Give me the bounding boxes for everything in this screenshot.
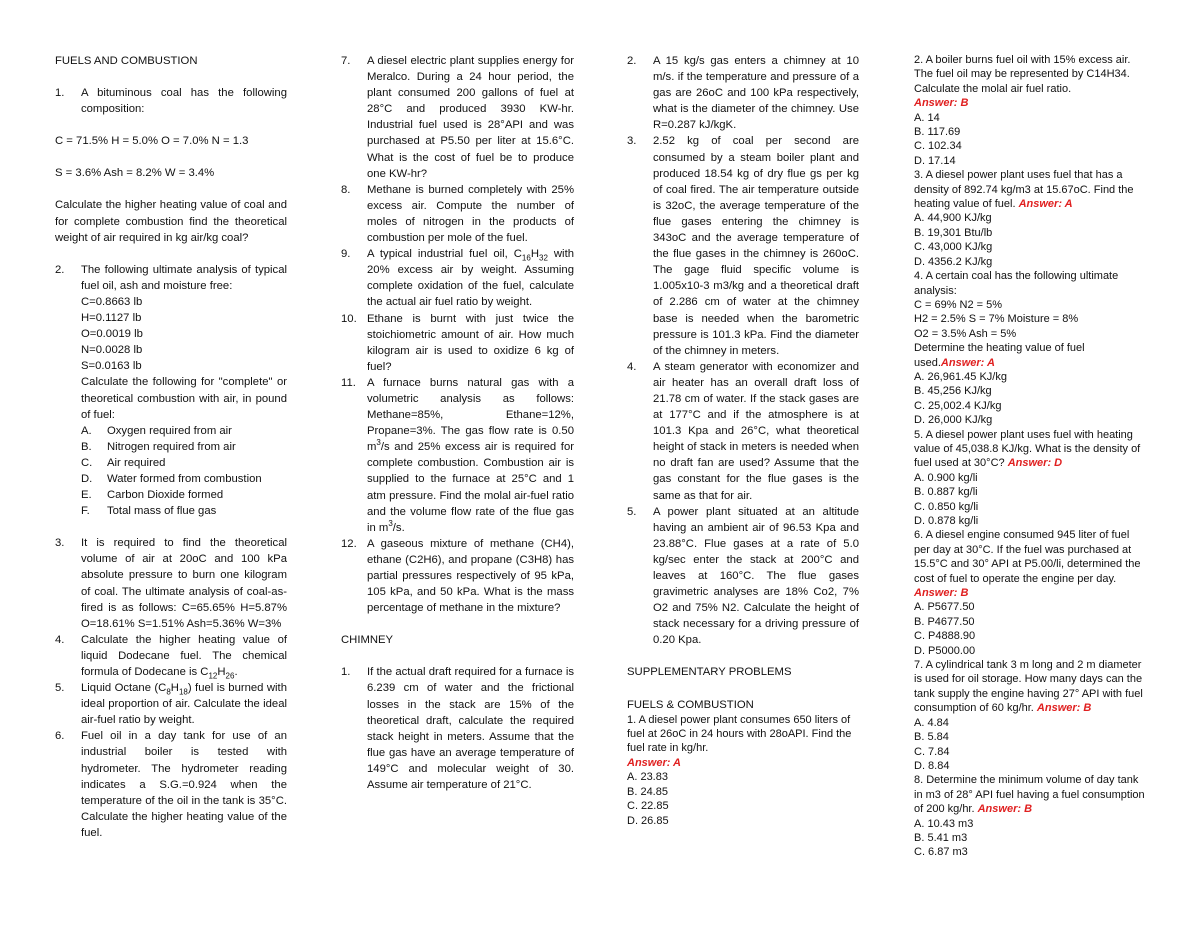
sub-item <box>81 439 287 455</box>
problem-text: 7. A cylindrical tank 3 m long and 2 m diameter is used for oil storage. How many days can the tank supply the engine having 27° API with fuel consumption of 60 kg/hr. <box>914 659 1143 715</box>
problem-4 <box>55 632 287 680</box>
problem-1 <box>55 85 287 117</box>
problem-number: 1. <box>55 87 65 100</box>
problem-text: Fuel oil in a day tank for use of an industrial boiler is tested with hydrometer. The hydrometer reading indicates a S.G.=0.924 when the temperature of the oil in the tank is 35°C. Calculate the higher heating value of the fuel. <box>81 730 287 839</box>
supplementary-problem-5 <box>914 428 1146 529</box>
sub-letter: B. <box>81 440 92 453</box>
answer-label: Answer: B <box>914 97 969 110</box>
supplementary-problem-2 <box>914 53 1146 168</box>
sub-text: Total mass of flue gas <box>107 505 217 518</box>
sub-text: Water formed from combustion <box>107 472 262 485</box>
supplementary-problem-7 <box>914 658 1146 773</box>
problem-6 <box>55 728 287 841</box>
problem-text: It is required to find the theoretical volume of air at 20oC and 100 kPa absolute pressure to burn one kilogram of coal. The ultimate analysis of coal-as-fired is as follows: C=65.65% H=5.87% O=18.61% S=1.51% Ash=5.36% W=3% <box>81 537 287 630</box>
problem-9 <box>341 246 574 310</box>
problem-8 <box>341 182 574 246</box>
problem-number: 12. <box>341 537 357 550</box>
choice: D. P5000.00 <box>914 644 976 657</box>
problem-3 <box>55 535 287 632</box>
problem-number: 11. <box>341 376 356 389</box>
problem-number: 10. <box>341 312 357 325</box>
sub-item <box>81 471 287 487</box>
choice: C. 43,000 KJ/kg <box>914 241 993 254</box>
choice: C. 25,002.4 KJ/kg <box>914 399 1002 412</box>
list-item: H=0.1127 lb <box>81 312 142 325</box>
problem-text: Liquid Octane $(C_8H_{18})$ fuel is burned with ideal proportion of air. Calculate the ideal air-fuel ratio by weight. <box>81 682 287 727</box>
choice: A. 10.43 m3 <box>914 817 974 830</box>
problem-text: Calculate the higher heating value of liquid Dodecane fuel. The chemical formula of Dodecane is $C_{12}H_{26}$. <box>81 633 287 681</box>
choice: B. 45,256 KJ/kg <box>914 385 992 398</box>
problem-10 <box>341 311 574 375</box>
choice: D. 8.84 <box>914 759 950 772</box>
problem-text: 4. A certain coal has the following ultimate analysis: <box>914 270 1119 297</box>
choice: A. 44,900 KJ/kg <box>914 212 992 225</box>
analysis-line: H2 = 2.5% S = 7% Moisture = 8% <box>914 313 1079 326</box>
problem-7 <box>341 53 574 182</box>
problem-number: 4. <box>55 633 65 646</box>
choice: B. 5.41 m3 <box>914 831 968 844</box>
list-item: N=0.0028 lb <box>81 344 143 357</box>
problem-text: A diesel electric plant supplies energy for Meralco. During a 24 hour period, the plant consumed 200 gallons of fuel at 28°C and produced 3930 KW-hr. Industrial fuel used is 28°API and was purchased at P5.50 per liter at 15.6°C. What is the cost of fuel be to produce one KW-hr? <box>367 55 574 180</box>
answer-label: Answer: B <box>914 587 969 600</box>
sub-text: Air required <box>107 456 166 469</box>
problem-text: A typical industrial fuel oil, $C_{16}H_{32}$ with 20% excess air by weight. Assuming complete oxidation of the fuel, calculate the actual air fuel ratio by weight. <box>367 248 574 309</box>
column-3 <box>627 53 859 828</box>
supplementary-problem-8 <box>914 773 1146 859</box>
problem-number: 7. <box>341 55 351 67</box>
sub-text: Carbon Dioxide formed <box>107 489 224 502</box>
sub-letter: D. <box>81 472 93 485</box>
chimney-problem-3 <box>627 133 859 358</box>
list-item: C=0.8663 lb <box>81 295 143 308</box>
choice: D. 17.14 <box>914 154 956 167</box>
answer-label: Answer: A <box>627 756 681 769</box>
problem-number: 2. <box>55 263 65 276</box>
answer-label: Answer: D <box>1007 457 1063 470</box>
composition-line-1: C = 71.5% H = 5.0% O = 7.0% N = 1.3 <box>55 135 249 148</box>
choice: C. 0.850 kg/li <box>914 500 979 513</box>
supplementary-problem-3 <box>914 168 1146 269</box>
section-heading-supplementary: SUPPLEMENTARY PROBLEMS <box>627 666 792 679</box>
sub-text: Oxygen required from air <box>107 424 232 437</box>
problem-text: Methane is burned completely with 25% excess air. Compute the number of moles of nitrogen in the products of combustion per mole of the fuel. <box>367 183 574 245</box>
problem-text: 3. A diesel power plant uses fuel that has a density of 892.74 kg/m3 at 15.67oC. Find the heating value of fuel. <box>914 169 1134 211</box>
problem-11 <box>341 375 574 536</box>
problem-5 <box>55 680 287 728</box>
choice: B. 0.887 kg/li <box>914 486 978 499</box>
column-1 <box>55 53 287 841</box>
choice: C. 6.87 m3 <box>914 846 968 859</box>
problem-text: 5. A diesel power plant uses fuel with heating value of 45,038.8 KJ/kg. What is the density of fuel used at 30°C? <box>914 428 1141 470</box>
chimney-problem-1 <box>341 664 574 793</box>
choice: B. 117.69 <box>914 126 961 139</box>
problem-text: A steam generator with economizer and air heater has an overall draft loss of 21.78 cm of water. If the stack gases are at 177°C and if the atmosphere is at 101.3 Kpa and 26°C, what theoretical height of stack in meters is needed when no draft fan are used? Assume that the gas constant for the flue gases is the same as that for air. <box>653 360 859 502</box>
section-heading-chimney: CHIMNEY <box>341 634 394 647</box>
problem-number: 5. <box>627 505 637 518</box>
choice: B. 24.85 <box>627 785 668 798</box>
choice: C. 7.84 <box>914 745 950 758</box>
problem-text: Ethane is burnt with just twice the stoichiometric amount of air. How much kilogram air is used to oxidize 6 kg of fuel? <box>367 312 574 373</box>
choice: A. 26,961.45 KJ/kg <box>914 370 1007 383</box>
supplementary-problem-1 <box>627 713 859 828</box>
choice: A. 14 <box>914 111 940 124</box>
problem-number: 4. <box>627 360 637 373</box>
choice: D. 4356.2 KJ/kg <box>914 255 993 268</box>
section-heading-fuels-combustion: FUELS & COMBUSTION <box>627 698 754 711</box>
problem-question: Calculate the higher heating value of coal and for complete combustion find the theoretical weight of air required in kg air/kg coal? <box>55 199 287 244</box>
problem-text: 6. A diesel engine consumed 945 liter of fuel per day at 30°C. If the fuel was purchased at 15.5°C and 30° API at P5.00/li, determined the cost of fuel to operate the engine per day. <box>914 529 1141 585</box>
choice: A. 0.900 kg/li <box>914 471 978 484</box>
problem-number: 2. <box>627 55 637 67</box>
answer-label: Answer: B <box>1036 702 1092 715</box>
problem-text: 1. A diesel power plant consumes 650 liters of fuel at 26oC in 24 hours with 28oAPI. Find the fuel rate in kg/hr. <box>627 713 852 755</box>
choice: A. P5677.50 <box>914 601 975 614</box>
problem-text: A furnace burns natural gas with a volumetric analysis as follows: Methane=85%, Ethane=12%, Propane=3%. The gas flow rate is 0.50 $m^3/s$ and 25% excess air is required for complete combustion. Combustion air is supplied to the furnace at 25°C and 1 atm pressure. Find the molal air-fuel ratio and the volume flow rate of the flue gas in $m^3/s$. <box>367 376 574 534</box>
choice: C. 22.85 <box>627 800 669 813</box>
problem-12 <box>341 536 574 616</box>
sub-text: Nitrogen required from air <box>107 440 236 453</box>
problem-text: 2.52 kg of coal per second are consumed by a steam boiler plant and produced 18.54 kg of dry flue gs per kg of coal fired. The air temperature outside is 32oC, the average temperature of the flue gases entering the chimney is 343oC and the average temperature of the flue gases in the chimney is 260oC. The gage fluid specific volume is 1.005x10-3 m3/kg and a theoretical draft of 2.286 cm of water at the chimney base is needed when the barometric pressure is 101.3 kPa. Find the diameter of the chimney in meters. <box>653 135 859 357</box>
answer-label: Answer: B <box>977 803 1033 816</box>
chimney-problem-5 <box>627 504 859 649</box>
sub-letter: C. <box>81 456 93 469</box>
composition-line-2: S = 3.6% Ash = 8.2% W = 3.4% <box>55 167 215 180</box>
list-item: S=0.0163 lb <box>81 360 142 373</box>
sub-item <box>81 423 287 439</box>
problem-number: 6. <box>55 730 65 743</box>
chimney-problem-4 <box>627 359 859 504</box>
choice: B. 19,301 Btu/lb <box>914 226 993 239</box>
page-title: FUELS AND COMBUSTION <box>55 55 198 67</box>
fuel-analysis-list <box>55 294 287 519</box>
analysis-line: O2 = 3.5% Ash = 5% <box>914 327 1017 340</box>
sub-letter: E. <box>81 489 92 502</box>
problem-number: 1. <box>341 666 351 679</box>
problem-number: 3. <box>627 135 637 148</box>
sub-item <box>81 455 287 471</box>
problem-question: Calculate the following for "complete" or theoretical combustion with air, in pound of fuel: <box>81 376 287 421</box>
list-item: O=0.0019 lb <box>81 328 143 341</box>
problem-text: If the actual draft required for a furnace is 6.239 cm of water and the frictional losses in the stack are 15% of the theoretical draft, calculate the required stack height in meters. Assume that the flue gas have an average temperature of 149°C and molecular weight of 30. Assume air temperature of 21°C. <box>367 666 574 792</box>
choice: D. 0.878 kg/li <box>914 515 979 527</box>
choice: A. 4.84 <box>914 716 949 729</box>
answer-label: Answer: A <box>940 356 995 369</box>
choice: B. P4677.50 <box>914 615 975 628</box>
supplementary-problem-6 <box>914 528 1146 658</box>
choice: D. 26,000 KJ/kg <box>914 414 993 427</box>
answer-label: Answer: A <box>1018 198 1073 211</box>
choice: C. P4888.90 <box>914 630 976 643</box>
sub-item <box>81 503 287 519</box>
sub-letter: F. <box>81 505 90 518</box>
problem-number: 5. <box>55 682 65 695</box>
column-2 <box>341 53 574 793</box>
problem-text: A gaseous mixture of methane (CH4), ethane (C2H6), and propane (C3H8) has partial pressures respectively of 95 kPa, 105 kPa, and 50 kPa. What is the mass percentage of methane in the mixture? <box>367 537 574 615</box>
problem-text: The following ultimate analysis of typical fuel oil, ash and moisture free: <box>81 263 287 292</box>
problem-number: 9. <box>341 248 351 261</box>
chimney-problem-2 <box>627 53 859 133</box>
choice: B. 5.84 <box>914 731 949 744</box>
analysis-line: C = 69% N2 = 5% <box>914 298 1003 311</box>
column-4 <box>914 53 1146 860</box>
choice: D. 26.85 <box>627 814 669 827</box>
problem-number: 8. <box>341 183 351 196</box>
problem-text: A power plant situated at an altitude having an ambient air of 96.53 Kpa and 23.88°C. Flue gases at a rate of 5.0 kg/sec enter the stack at 200°C and leaves at 160°C. The flue gases gravimetric analyses are 18% Co2, 7% O2 and 75% N2. Calculate the height of stack necessary for a driving pressure of 0.20 Kpa. <box>653 505 859 647</box>
sub-item <box>81 487 287 503</box>
problem-text: 2. A boiler burns fuel oil with 15% excess air. The fuel oil may be represented by C14H34. Calculate the molal air fuel ratio. <box>914 54 1131 95</box>
choice: A. 23.83 <box>627 771 668 784</box>
sub-letter: A. <box>81 424 92 437</box>
problem-text: A 15 kg/s gas enters a chimney at 10 m/s. if the temperature and pressure of a gas are 26oC and 100 kPa respectively, what is the diameter of the chimney. Use R=0.287 kJ/kgK. <box>653 55 859 132</box>
problem-question: Determine the heating value of fuel used. <box>914 342 1085 369</box>
problem-text: 8. Determine the minimum volume of day tank in m3 of 28° API fuel having a fuel consumption of 200 kg/hr. <box>914 774 1145 816</box>
supplementary-problem-4 <box>914 269 1146 427</box>
problem-number: 3. <box>55 537 65 550</box>
problem-text: A bituminous coal has the following composition: <box>81 87 287 116</box>
problem-2 <box>55 262 287 294</box>
choice: C. 102.34 <box>914 140 962 153</box>
